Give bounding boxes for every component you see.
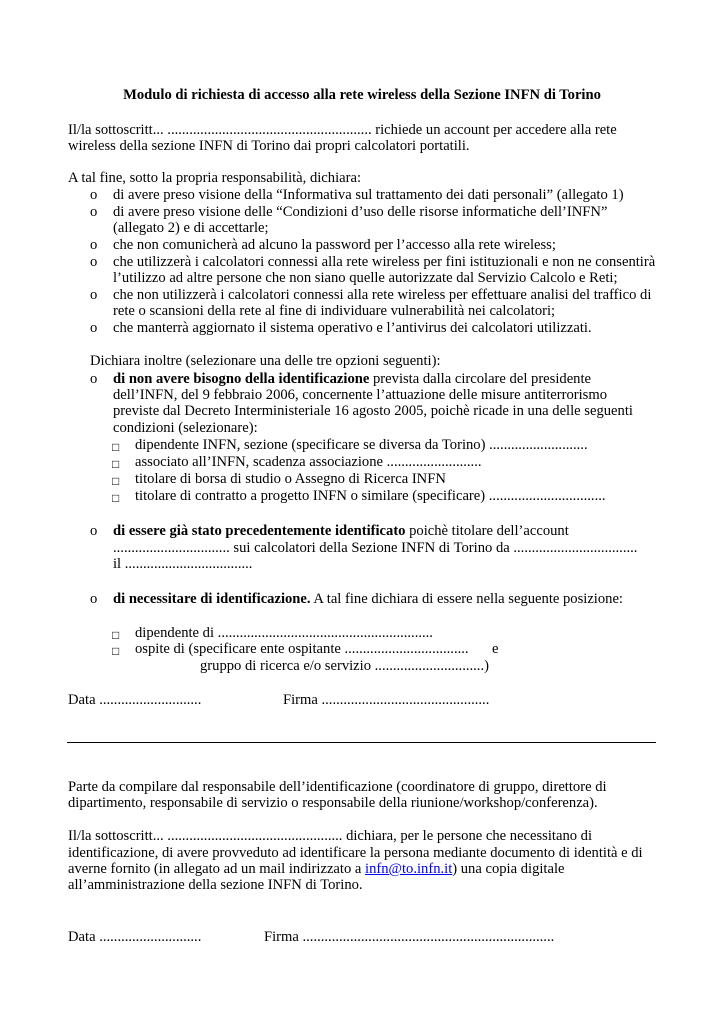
responsible-decl-line-4: all’amministrazione della sezione INFN di Torino. bbox=[68, 877, 363, 893]
email-link[interactable]: infn@to.infn.it bbox=[365, 861, 453, 877]
checkbox-icon[interactable]: □ bbox=[112, 457, 120, 471]
bullet-marker: o bbox=[90, 287, 98, 303]
option-2-bold-text: di essere già stato precedentemente identificato bbox=[113, 523, 406, 539]
responsible-line-2: dipartimento, responsabile di servizio o responsabile della riunione/workshop/conferenza). bbox=[68, 795, 598, 811]
bullet-marker: o bbox=[90, 204, 98, 220]
responsible-decl-line-3 bbox=[68, 861, 565, 877]
date-field-2: Data ............................ bbox=[68, 929, 202, 945]
options-heading: Dichiara inoltre (selezionare una delle tre opzioni seguenti): bbox=[90, 353, 441, 369]
signature-field-2: Firma ..................................................................... bbox=[264, 929, 555, 945]
checkbox-icon[interactable]: □ bbox=[112, 628, 120, 642]
declaration-1-line-1: di avere preso visione della “Informativa sul trattamento dei dati personali” (allegato 1) bbox=[113, 187, 624, 203]
bullet-marker: o bbox=[90, 237, 98, 253]
page-title: Modulo di richiesta di accesso alla rete wireless della Sezione INFN di Torino bbox=[123, 87, 601, 103]
bullet-marker: o bbox=[90, 187, 98, 203]
option-1-choice-1: dipendente INFN, sezione (specificare se diversa da Torino) ........................... bbox=[135, 437, 588, 453]
option-1-line-2: dell’INFN, del 9 febbraio 2006, concernente l’attuazione delle misure antiterrorismo bbox=[113, 387, 607, 403]
signature-field-1: Firma .............................................. bbox=[283, 692, 490, 708]
option-2-line-1 bbox=[113, 523, 569, 539]
responsible-decl-line-2: identificazione, di avere provveduto ad identificare la persona mediante documento di identità e di bbox=[68, 845, 643, 861]
option-3-choice-2-e: e bbox=[492, 641, 499, 657]
declaration-2-line-2: (allegato 2) e di accettarle; bbox=[113, 220, 269, 236]
checkbox-icon[interactable]: □ bbox=[112, 474, 120, 488]
option-1-line-1 bbox=[113, 371, 591, 387]
responsible-line-1: Parte da compilare dal responsabile dell’identificazione (coordinatore di gruppo, direttore di bbox=[68, 779, 607, 795]
declaration-5-line-1: che non utilizzerà i calcolatori connessi alla rete wireless per effettuare analisi del traffico di bbox=[113, 287, 652, 303]
bullet-marker: o bbox=[90, 254, 98, 270]
option-3-choice-2-group: gruppo di ricerca e/o servizio ..............................) bbox=[200, 658, 489, 674]
responsible-decl-line-3-post: ) una copia digitale bbox=[452, 861, 565, 877]
option-2-marker[interactable]: o bbox=[90, 523, 98, 539]
option-1-line-3: previste dal Decreto Interministeriale 16 agosto 2005, poichè ricade in una delle seguenti bbox=[113, 403, 633, 419]
intro-line-2: wireless della sezione INFN di Torino dai propri calcolatori portatili. bbox=[68, 138, 470, 154]
declaration-4-line-2: l’utilizzo ad altre persone che non siano quelle autorizzate dal Servizio Calcolo e Reti; bbox=[113, 270, 618, 286]
option-3-bold-text: di necessitare di identificazione. bbox=[113, 591, 311, 607]
option-3-line-1 bbox=[113, 591, 623, 607]
option-1-choice-4: titolare di contratto a progetto INFN o similare (specificare) ................................ bbox=[135, 488, 606, 504]
option-2-line-3: il ................................... bbox=[113, 556, 253, 572]
checkbox-icon[interactable]: □ bbox=[112, 491, 120, 505]
option-3-choice-1: dipendente di ........................................................... bbox=[135, 625, 433, 641]
declaration-3-line-1: che non comunicherà ad alcuno la password per l’accesso alla rete wireless; bbox=[113, 237, 556, 253]
bullet-marker: o bbox=[90, 320, 98, 336]
declaration-2-line-1: di avere preso visione delle “Condizioni d’uso delle risorse informatiche dell’INFN” bbox=[113, 204, 608, 220]
declaration-5-line-2: rete o scansioni della rete al fine di individuare vulnerabilità nei calcolatori; bbox=[113, 303, 556, 319]
option-1-line-4: condizioni (selezionare): bbox=[113, 420, 258, 436]
declare-heading: A tal fine, sotto la propria responsabilità, dichiara: bbox=[68, 170, 362, 186]
option-3-choice-2: ospite di (specificare ente ospitante .................................. bbox=[135, 641, 469, 657]
option-1-choice-2: associato all’INFN, scadenza associazione .......................... bbox=[135, 454, 482, 470]
option-1-rest-text: prevista dalla circolare del presidente bbox=[369, 371, 591, 387]
option-1-bold-text: di non avere bisogno della identificazione bbox=[113, 371, 370, 387]
option-3-marker[interactable]: o bbox=[90, 591, 98, 607]
option-2-line-2: ................................ sui calcolatori della Sezione INFN di Torino da .................................. bbox=[113, 540, 638, 556]
intro-line-1: Il/la sottoscritt... ........................................................ richiede un account per accedere alla rete bbox=[68, 122, 617, 138]
section-divider bbox=[67, 742, 656, 743]
option-3-rest-text: A tal fine dichiara di essere nella seguente posizione: bbox=[310, 591, 623, 607]
option-1-marker[interactable]: o bbox=[90, 371, 98, 387]
option-1-choice-3: titolare di borsa di studio o Assegno di Ricerca INFN bbox=[135, 471, 446, 487]
checkbox-icon[interactable]: □ bbox=[112, 644, 120, 658]
date-field-1: Data ............................ bbox=[68, 692, 202, 708]
declaration-4-line-1: che utilizzerà i calcolatori connessi alla rete wireless per fini istituzionali e non ne consentirà bbox=[113, 254, 656, 270]
responsible-decl-line-1: Il/la sottoscritt... ................................................ dichiara, per le persone che necessitano di bbox=[68, 828, 593, 844]
option-2-rest-text: poichè titolare dell’account bbox=[405, 523, 569, 539]
checkbox-icon[interactable]: □ bbox=[112, 440, 120, 454]
declaration-6-line-1: che manterrà aggiornato il sistema operativo e l’antivirus dei calcolatori utilizzati. bbox=[113, 320, 592, 336]
responsible-decl-line-3-pre: averne fornito (in allegato ad un mail indirizzato a bbox=[68, 861, 366, 877]
